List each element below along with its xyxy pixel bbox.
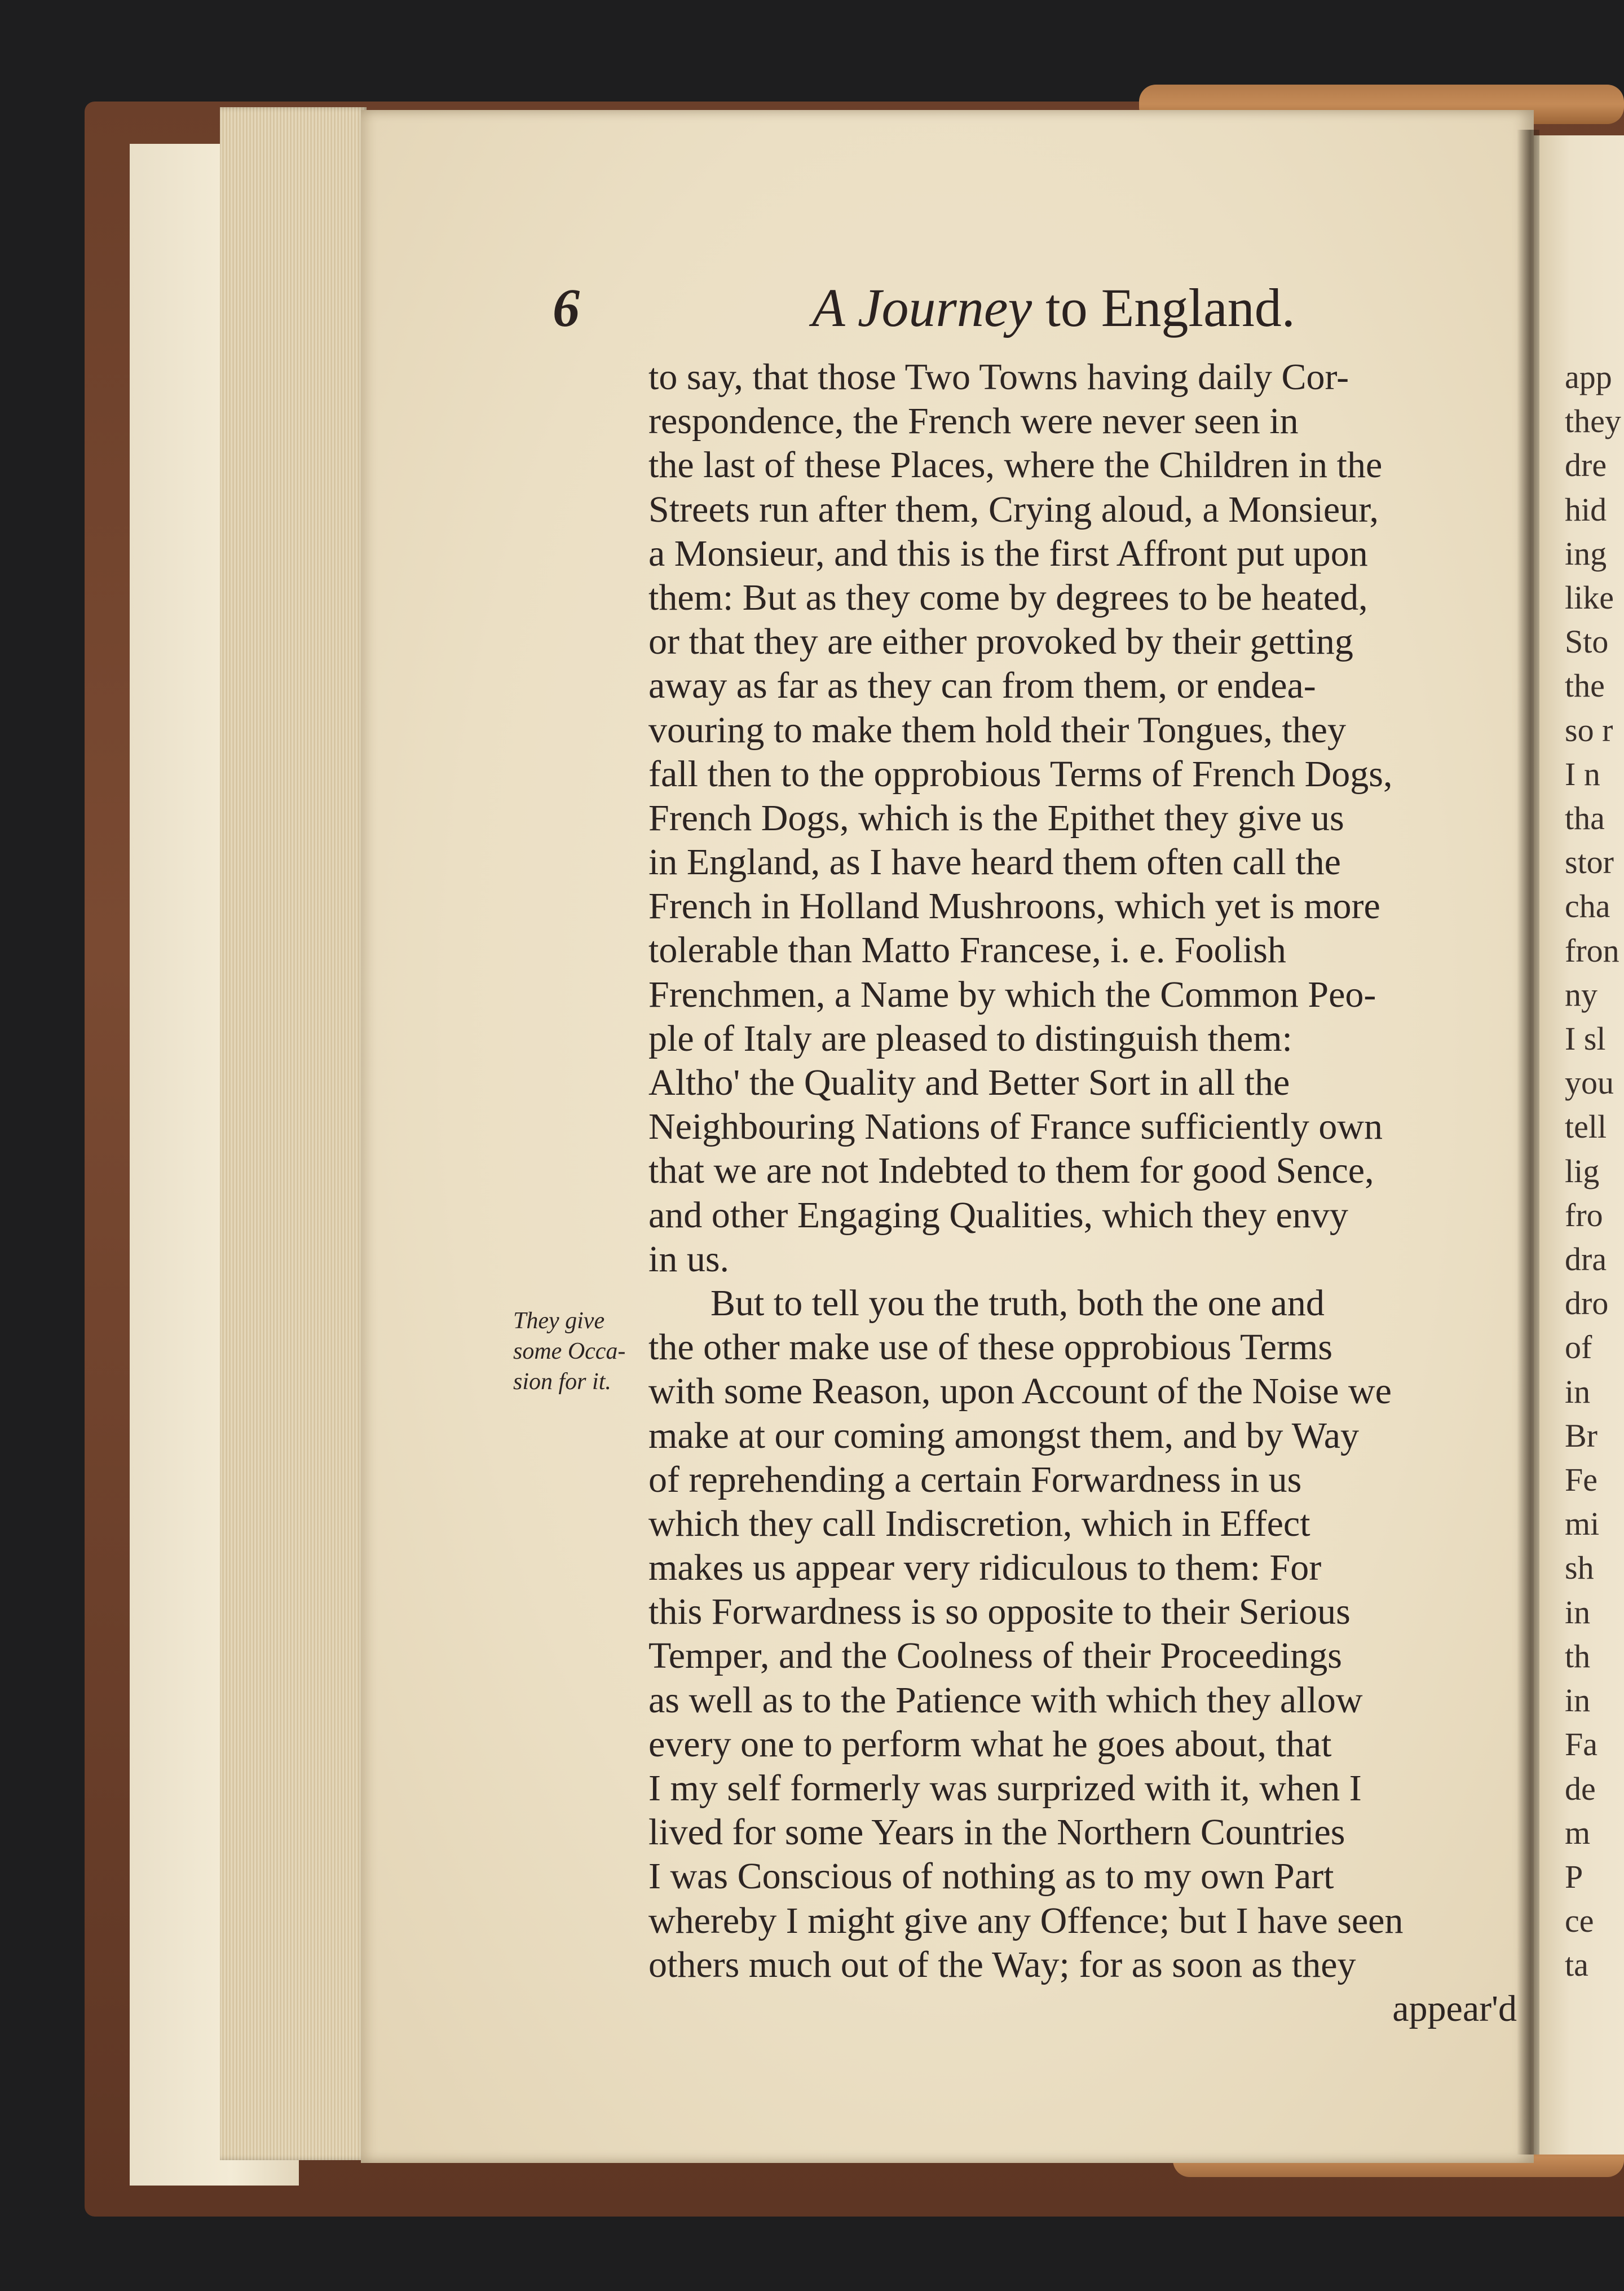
text-line: of reprehending a certain Forwardness in us — [648, 1459, 1302, 1500]
text-line: French Dogs, which is the Epithet they give us — [648, 797, 1344, 839]
text-line: Neighbouring Nations of France sufficiently own — [648, 1106, 1383, 1148]
facing-text-fragment: in — [1565, 1682, 1591, 1719]
facing-text-fragment: Fe — [1565, 1461, 1597, 1499]
text-line: to say, that those Two Towns having daily Cor- — [648, 356, 1349, 398]
text-line: Streets run after them, Crying aloud, a Monsieur, — [648, 488, 1379, 530]
text-line: others much out of the Way; for as soon as they — [648, 1944, 1356, 1985]
facing-text-fragment: ing — [1565, 535, 1607, 572]
text-line: vouring to make them hold their Tongues, they — [648, 709, 1346, 751]
facing-text-fragment: ta — [1565, 1946, 1588, 1984]
facing-text-fragment: ny — [1565, 976, 1597, 1013]
facing-text-fragment: sh — [1565, 1549, 1594, 1587]
text-line: whereby I might give any Offence; but I have seen — [648, 1900, 1404, 1941]
text-line: as well as to the Patience with which they allow — [648, 1679, 1363, 1721]
facing-text-fragment: lig — [1565, 1152, 1600, 1189]
facing-text-fragment: m — [1565, 1814, 1591, 1851]
text-line: a Monsieur, and this is the first Affront put upon — [648, 532, 1368, 574]
text-line: in us. — [648, 1238, 730, 1280]
facing-text-fragment: th — [1565, 1637, 1591, 1675]
page-gutter — [1517, 130, 1539, 2155]
text-line: ple of Italy are pleased to distinguish them: — [648, 1017, 1292, 1059]
facing-text-fragment: in — [1565, 1593, 1591, 1631]
facing-text-fragment: tha — [1565, 800, 1605, 837]
text-line: the last of these Places, where the Children in the — [648, 444, 1383, 486]
text-line: with some Reason, upon Account of the Noise we — [648, 1371, 1392, 1412]
text-line: makes us appear very ridiculous to them: For — [648, 1547, 1322, 1589]
text-line: and other Engaging Qualities, which they envy — [648, 1194, 1348, 1236]
text-line: Temper, and the Coolness of their Proceedings — [648, 1635, 1342, 1677]
text-line: But to tell you the truth, both the one and — [710, 1282, 1325, 1324]
text-line: or that they are either provoked by their getting — [648, 621, 1353, 663]
facing-text-fragment: so r — [1565, 711, 1613, 748]
facing-text-fragment: dre — [1565, 447, 1607, 484]
marginal-note — [513, 1306, 660, 1397]
facing-text-fragment: dra — [1565, 1241, 1607, 1278]
facing-text-fragment: you — [1565, 1064, 1614, 1102]
text-line: I was Conscious of nothing as to my own Part — [648, 1856, 1334, 1897]
facing-text-fragment: cha — [1565, 888, 1610, 925]
facing-text-fragment: P — [1565, 1858, 1583, 1895]
facing-text-fragment: I n — [1565, 755, 1600, 792]
facing-text-fragment: I sl — [1565, 1020, 1606, 1058]
text-line: which they call Indiscretion, which in Effect — [648, 1503, 1310, 1544]
running-title-rest: to England. — [1032, 277, 1295, 338]
facing-text-fragment: fro — [1565, 1196, 1603, 1233]
facing-text-fragment: they — [1565, 403, 1621, 440]
text-line: Frenchmen, a Name by which the Common Peo- — [648, 973, 1376, 1015]
facing-text-fragment: app — [1565, 359, 1612, 395]
marginal-note-line: sion for it. — [513, 1369, 611, 1395]
facing-page-text — [1565, 355, 1624, 1988]
text-line: this Forwardness is so opposite to their Serious — [648, 1591, 1351, 1633]
text-line: in England, as I have heard them often call the — [648, 841, 1341, 883]
text-line: them: But as they come by degrees to be heated, — [648, 576, 1368, 618]
facing-text-fragment: Br — [1565, 1417, 1597, 1454]
facing-text-fragment: ce — [1565, 1902, 1594, 1940]
text-line: I my self formerly was surprized with it, when I — [648, 1768, 1362, 1809]
marginal-note-line: They give — [513, 1308, 605, 1334]
facing-text-fragment: tell — [1565, 1108, 1607, 1146]
facing-text-fragment: mi — [1565, 1505, 1600, 1543]
text-line: lived for some Years in the Northern Countries — [648, 1812, 1345, 1853]
text-line: appear'd — [1392, 1988, 1517, 2029]
facing-text-fragment: stor — [1565, 844, 1614, 881]
page-number: 6 — [553, 277, 580, 338]
facing-text-fragment: in — [1565, 1373, 1591, 1410]
body-text — [648, 355, 1517, 2031]
text-line: away as far as they can from them, or endea- — [648, 665, 1316, 707]
text-line: make at our coming amongst them, and by Way — [648, 1415, 1360, 1456]
running-title-italic: A Journey — [812, 277, 1032, 338]
marginal-note-line: some Occa- — [513, 1338, 626, 1364]
facing-text-fragment: de — [1565, 1770, 1596, 1807]
text-line: tolerable than Matto Francese, i. e. Foolish — [648, 929, 1286, 971]
facing-text-fragment: fron — [1565, 932, 1619, 969]
text-line: fall then to the opprobious Terms of French Dogs, — [648, 753, 1393, 795]
text-line: the other make use of these opprobious Terms — [648, 1327, 1333, 1368]
facing-text-fragment: the — [1565, 667, 1605, 704]
text-line: Altho' the Quality and Better Sort in all the — [648, 1062, 1290, 1103]
text-line: every one to perform what he goes about, that — [648, 1723, 1332, 1765]
running-title — [812, 276, 1295, 339]
facing-text-fragment: Sto — [1565, 623, 1609, 660]
running-header — [553, 276, 1353, 355]
text-line: French in Holland Mushroons, which yet is more — [648, 885, 1380, 927]
facing-text-fragment: Fa — [1565, 1726, 1597, 1763]
facing-text-fragment: like — [1565, 579, 1614, 616]
text-line: that we are not Indebted to them for good Sence, — [648, 1150, 1374, 1192]
page-edges — [220, 107, 367, 2160]
facing-text-fragment: dro — [1565, 1285, 1609, 1322]
facing-text-fragment: of — [1565, 1329, 1592, 1366]
text-line: respondence, the French were never seen in — [648, 400, 1299, 442]
facing-text-fragment: hid — [1565, 491, 1607, 528]
